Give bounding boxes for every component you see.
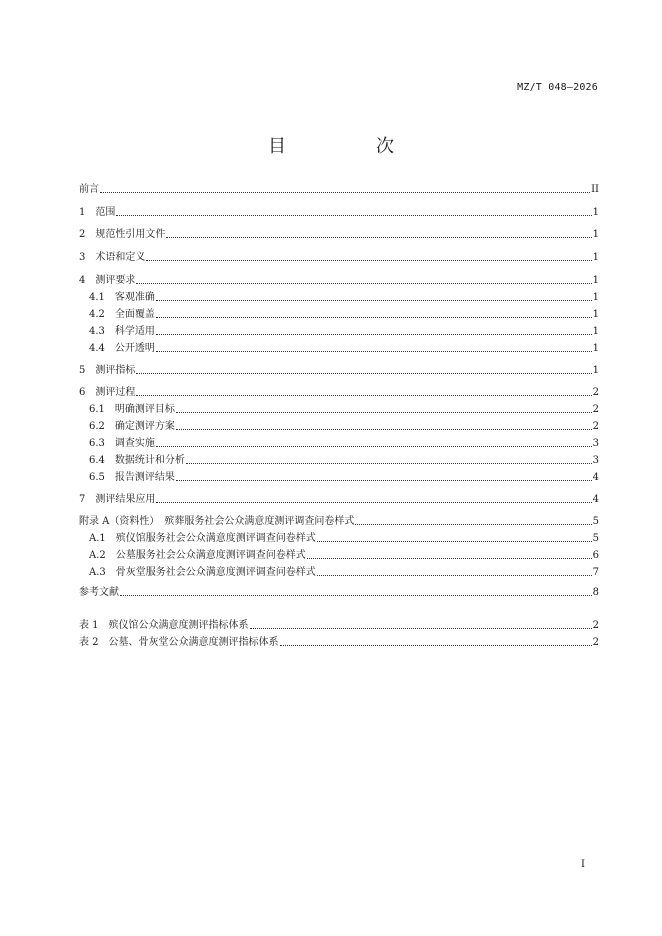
toc-entry-6-2[interactable]	[89, 417, 599, 433]
toc-entry-label: 参考文献	[79, 587, 119, 598]
toc-entry-number: 5	[79, 365, 96, 376]
toc-entry-label: 明确测评目标	[114, 404, 175, 415]
page-number: I	[581, 859, 585, 870]
dot-leader	[120, 595, 592, 596]
toc-entry-label: 确定测评方案	[114, 421, 175, 432]
toc-entry-page: 5	[592, 516, 599, 527]
dot-leader	[136, 395, 591, 396]
toc-entry-page: 1	[592, 275, 599, 286]
toc-entry-number: 7	[79, 494, 96, 505]
toc-entry-label: 调查实施	[114, 438, 155, 449]
dot-leader	[136, 283, 591, 284]
toc-entry-page: 1	[592, 343, 599, 354]
toc-entry-number: 4.1	[89, 292, 115, 303]
toc-entry-label: 范围	[95, 207, 116, 218]
toc-entry-page: 1	[592, 252, 599, 263]
toc-entry-table-1[interactable]	[79, 616, 599, 632]
toc-entry-number: 表 2	[79, 637, 109, 648]
toc-entry-6-4[interactable]	[89, 451, 599, 467]
dot-leader	[176, 480, 592, 481]
dot-leader	[156, 502, 591, 503]
toc-entry-3[interactable]	[79, 248, 599, 264]
dot-leader	[186, 463, 592, 464]
toc-entry-page: 2	[592, 421, 599, 432]
toc-entry-page: 1	[592, 309, 599, 320]
toc-entry-label: 骨灰堂服务社会公众满意度测评调查问卷样式	[115, 567, 316, 578]
toc-entry-references[interactable]	[79, 583, 599, 599]
dot-leader	[176, 429, 592, 430]
toc-entry-label: 前言	[79, 184, 99, 195]
toc-entry-page: 1	[592, 365, 599, 376]
dot-leader	[136, 373, 591, 374]
toc-entry-label: 测评结果应用	[95, 494, 156, 505]
toc-entry-page: 2	[592, 404, 599, 415]
toc-entry-label: 客观准确	[114, 292, 155, 303]
toc-entry-number: 6.5	[89, 472, 115, 483]
toc-entry-1[interactable]	[79, 203, 599, 219]
toc-entry-number: 1	[79, 207, 96, 218]
toc-entry-6-3[interactable]	[89, 434, 599, 450]
toc-entry-4[interactable]	[79, 271, 599, 287]
toc-entry-label: 术语和定义	[95, 252, 146, 263]
toc-entry-label: 测评要求	[95, 275, 136, 286]
toc-entry-label: 科学适用	[114, 326, 155, 337]
toc-entry-a-3[interactable]	[89, 563, 599, 579]
toc-entry-appendix-a[interactable]	[79, 512, 599, 528]
toc-entry-page: 2	[592, 620, 599, 631]
toc-entry-page: 3	[592, 455, 599, 466]
toc-entry-page: II	[591, 184, 599, 195]
toc-entry-label: 公墓服务社会公众满意度测评调查问卷样式	[115, 550, 306, 561]
toc-entry-label: 测评过程	[95, 387, 136, 398]
toc-entry-label: 数据统计和分析	[114, 455, 185, 466]
toc-entry-label: 测评指标	[95, 365, 136, 376]
toc-entry-page: 3	[592, 438, 599, 449]
dot-leader	[166, 237, 591, 238]
dot-leader	[156, 317, 592, 318]
toc-entry-number: 2	[79, 229, 96, 240]
dot-leader	[156, 446, 592, 447]
toc-entry-page: 2	[592, 637, 599, 648]
toc-entry-a-2[interactable]	[89, 546, 599, 562]
toc-entry-number: A.2	[89, 550, 116, 561]
toc-entry-label: 公墓、骨灰堂公众满意度测评指标体系	[108, 637, 279, 648]
toc-entry-4-2[interactable]	[89, 305, 599, 321]
toc-entry-number: 附录 A（资料性）	[79, 516, 165, 527]
toc-entry-4-1[interactable]	[89, 288, 599, 304]
toc-entry-6[interactable]	[79, 383, 599, 399]
toc-entry-label: 殡仪馆公众满意度测评指标体系	[108, 620, 249, 631]
toc-entry-page: 7	[592, 567, 599, 578]
toc-entry-label: 公开透明	[114, 343, 155, 354]
toc-entry-number: 6.4	[89, 455, 115, 466]
toc-entry-number: 6.2	[89, 421, 115, 432]
dot-leader	[355, 524, 591, 525]
toc-entry-number: 6	[79, 387, 96, 398]
toc-entry-number: 4.2	[89, 309, 115, 320]
dot-leader	[100, 192, 590, 193]
toc-entry-number: A.3	[89, 567, 116, 578]
document-code: MZ/T 048—2026	[517, 82, 598, 93]
toc-entry-page: 1	[592, 207, 599, 218]
dot-leader	[156, 334, 592, 335]
toc-entry-number: 4.4	[89, 343, 115, 354]
toc-entry-number: 4	[79, 275, 96, 286]
toc-entry-page: 4	[592, 472, 599, 483]
toc-entry-number: 4.3	[89, 326, 115, 337]
toc-entry-page: 5	[592, 533, 599, 544]
dot-leader	[317, 575, 592, 576]
toc-entry-4-3[interactable]	[89, 322, 599, 338]
dot-leader	[280, 645, 592, 646]
toc-entry-number: A.1	[89, 533, 116, 544]
toc-entry-number: 3	[79, 252, 96, 263]
toc-entry-page: 8	[592, 587, 599, 598]
dot-leader	[307, 558, 592, 559]
dot-leader	[250, 628, 592, 629]
toc-entry-number: 表 1	[79, 620, 109, 631]
toc-entry-number: 6.1	[89, 404, 115, 415]
toc-entry-a-1[interactable]	[89, 529, 599, 545]
toc-entry-table-2[interactable]	[79, 633, 599, 649]
toc-entry-label: 殡仪馆服务社会公众满意度测评调查问卷样式	[115, 533, 316, 544]
toc-entry-page: 6	[592, 550, 599, 561]
toc-entry-label: 规范性引用文件	[95, 229, 166, 240]
toc-entry-number: 6.3	[89, 438, 115, 449]
toc-entry-4-4[interactable]	[89, 339, 599, 355]
dot-leader	[156, 351, 592, 352]
dot-leader	[146, 260, 591, 261]
toc-title: 目 次	[268, 136, 430, 157]
dot-leader	[156, 300, 592, 301]
toc-entry-foreword[interactable]	[79, 180, 599, 196]
toc-entry-page: 1	[592, 326, 599, 337]
dot-leader	[176, 412, 592, 413]
toc-entry-page: 2	[592, 387, 599, 398]
dot-leader	[317, 541, 592, 542]
toc-entry-page: 1	[592, 229, 599, 240]
toc-entry-label: 全面覆盖	[114, 309, 155, 320]
toc-entry-2[interactable]	[79, 225, 599, 241]
toc-entry-page: 4	[592, 494, 599, 505]
toc-entry-6-5[interactable]	[89, 468, 599, 484]
toc-entry-label: 殡葬服务社会公众满意度测评调查问卷样式	[164, 516, 355, 527]
toc-entry-7[interactable]	[79, 490, 599, 506]
toc-entry-6-1[interactable]	[89, 400, 599, 416]
toc-entry-5[interactable]	[79, 361, 599, 377]
toc-entry-label: 报告测评结果	[114, 472, 175, 483]
toc-entry-page: 1	[592, 292, 599, 303]
dot-leader	[116, 215, 591, 216]
